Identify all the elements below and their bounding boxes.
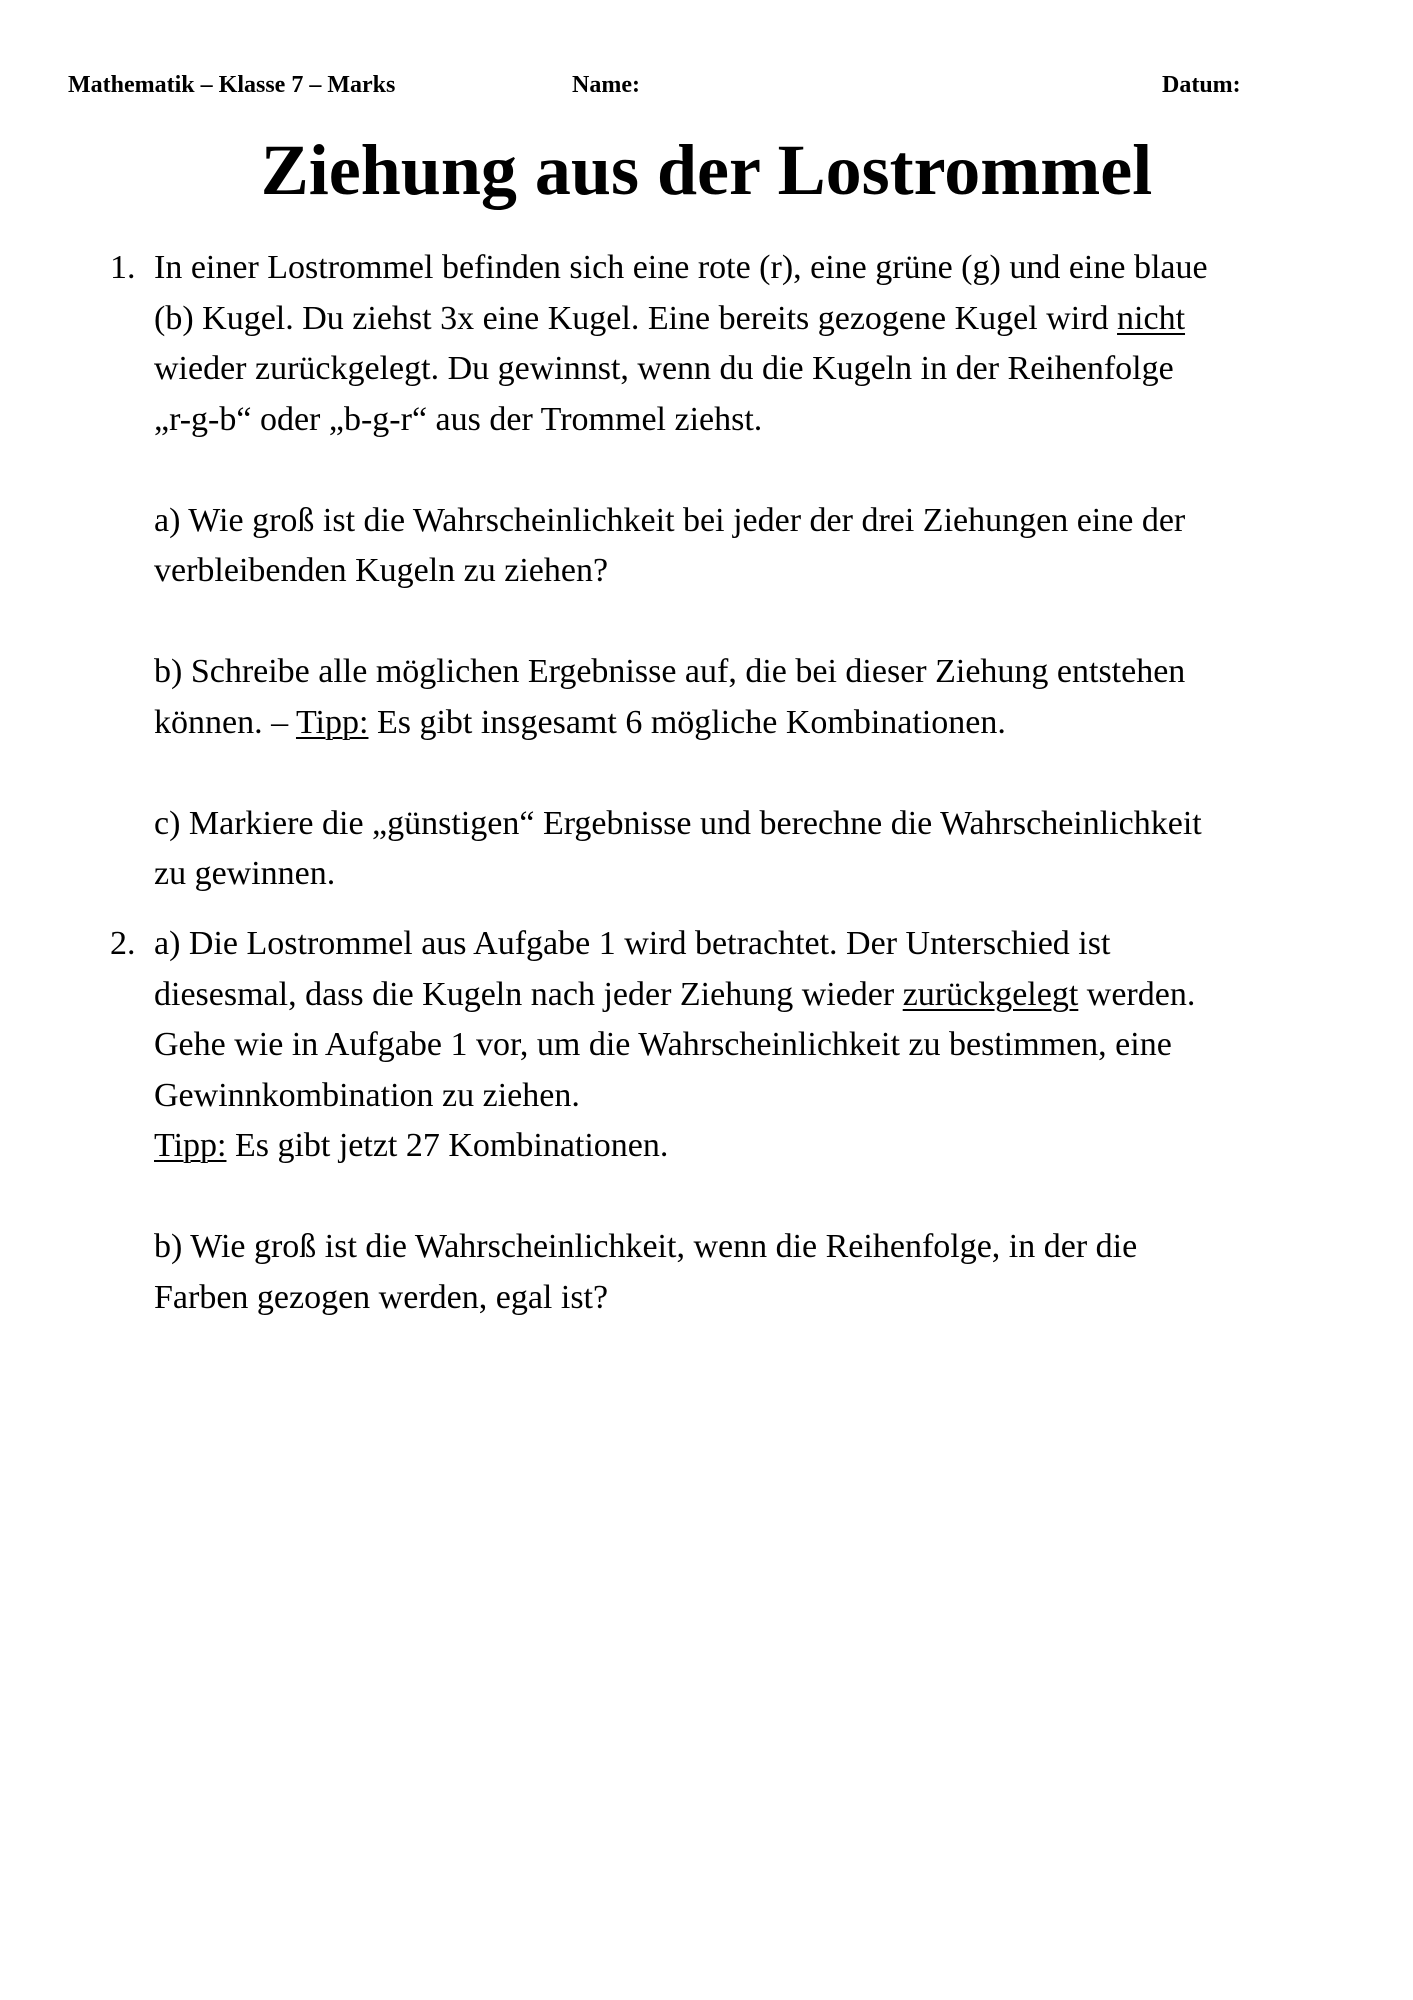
emphasis-not: nicht bbox=[1117, 299, 1186, 337]
subtask-text: b) Schreibe alle möglichen Ergebnisse auf, die bei dieser Ziehung entstehen bbox=[154, 653, 1186, 690]
task-text: In einer Lostrommel befinden sich eine rote (r), eine grüne (g) und eine blaue bbox=[154, 249, 1208, 286]
task-2a-line bbox=[154, 1071, 1339, 1122]
task-2a-line bbox=[154, 1020, 1339, 1071]
date-label: Datum: bbox=[1162, 72, 1241, 98]
task-2a-line bbox=[154, 970, 1339, 1021]
task-number: 2. bbox=[110, 925, 136, 962]
subtask-text: verbleibenden Kugeln zu ziehen? bbox=[154, 552, 609, 589]
subtask-text: Gehe wie in Aufgabe 1 vor, um die Wahrscheinlichkeit zu bestimmen, eine bbox=[154, 1026, 1172, 1063]
task-2b-line bbox=[154, 1222, 1339, 1273]
tip-label: Tipp: bbox=[154, 1127, 227, 1164]
task-2a-line bbox=[154, 1121, 1339, 1172]
task-1-body bbox=[154, 243, 1339, 900]
task-1-intro-line bbox=[154, 243, 1339, 294]
course-label: Mathematik – Klasse 7 – Marks bbox=[68, 72, 396, 98]
task-1b-line bbox=[154, 698, 1339, 749]
task-text: „r-g-b“ oder „b-g-r“ aus der Trommel ziehst. bbox=[154, 400, 763, 438]
worksheet-title: Ziehung aus der Lostrommel bbox=[260, 130, 1153, 210]
emphasis-returned: zurückgelegt bbox=[902, 975, 1079, 1013]
subtask-text: Es gibt insgesamt 6 mögliche Kombinationen. bbox=[368, 703, 1006, 741]
task-1a-line bbox=[154, 546, 1339, 597]
task-1a-line bbox=[154, 496, 1339, 547]
task-number: 1. bbox=[110, 249, 136, 286]
subtask-text: Farben gezogen werden, egal ist? bbox=[154, 1278, 609, 1316]
task-text: wieder zurückgelegt. Du gewinnst, wenn du die Kugeln in der Reihenfolge bbox=[154, 350, 1174, 387]
task-1c-line bbox=[154, 849, 1339, 900]
subtask-text: diesesmal, dass die Kugeln nach jeder Ziehung wieder bbox=[154, 975, 903, 1013]
spacer bbox=[154, 597, 1339, 648]
task-1-intro-line bbox=[154, 294, 1339, 345]
spacer bbox=[154, 748, 1339, 799]
subtask-text: Es gibt jetzt 27 Kombinationen. bbox=[226, 1127, 669, 1164]
subtask-text: b) Wie groß ist die Wahrscheinlichkeit, wenn die Reihenfolge, in der die bbox=[154, 1228, 1138, 1265]
subtask-text: c) Markiere die „günstigen“ Ergebnisse und berechne die Wahrscheinlichkeit bbox=[154, 804, 1202, 842]
subtask-text: a) Wie groß ist die Wahrscheinlichkeit bei jeder der drei Ziehungen eine der bbox=[154, 501, 1186, 539]
task-1-intro-line bbox=[154, 395, 1339, 446]
task-1-intro-line bbox=[154, 344, 1339, 395]
worksheet-header bbox=[0, 70, 1413, 100]
spacer bbox=[154, 1172, 1339, 1223]
subtask-text: können. – bbox=[154, 703, 296, 741]
name-label: Name: bbox=[572, 72, 640, 98]
task-1c-line bbox=[154, 799, 1339, 850]
task-text: (b) Kugel. Du ziehst 3x eine Kugel. Eine bereits gezogene Kugel wird bbox=[154, 299, 1118, 337]
subtask-text: werden. bbox=[1078, 975, 1196, 1013]
subtask-text: Gewinnkombination zu ziehen. bbox=[154, 1076, 580, 1114]
spacer bbox=[154, 445, 1339, 496]
task-2b-line bbox=[154, 1273, 1339, 1324]
task-1b-line bbox=[154, 647, 1339, 698]
tip-label: Tipp: bbox=[295, 703, 369, 741]
subtask-text: zu gewinnen. bbox=[154, 855, 336, 892]
task-2a-line bbox=[154, 919, 1339, 970]
task-2-body bbox=[154, 919, 1339, 1323]
subtask-text: a) Die Lostrommel aus Aufgabe 1 wird betrachtet. Der Unterschied ist bbox=[154, 925, 1111, 962]
